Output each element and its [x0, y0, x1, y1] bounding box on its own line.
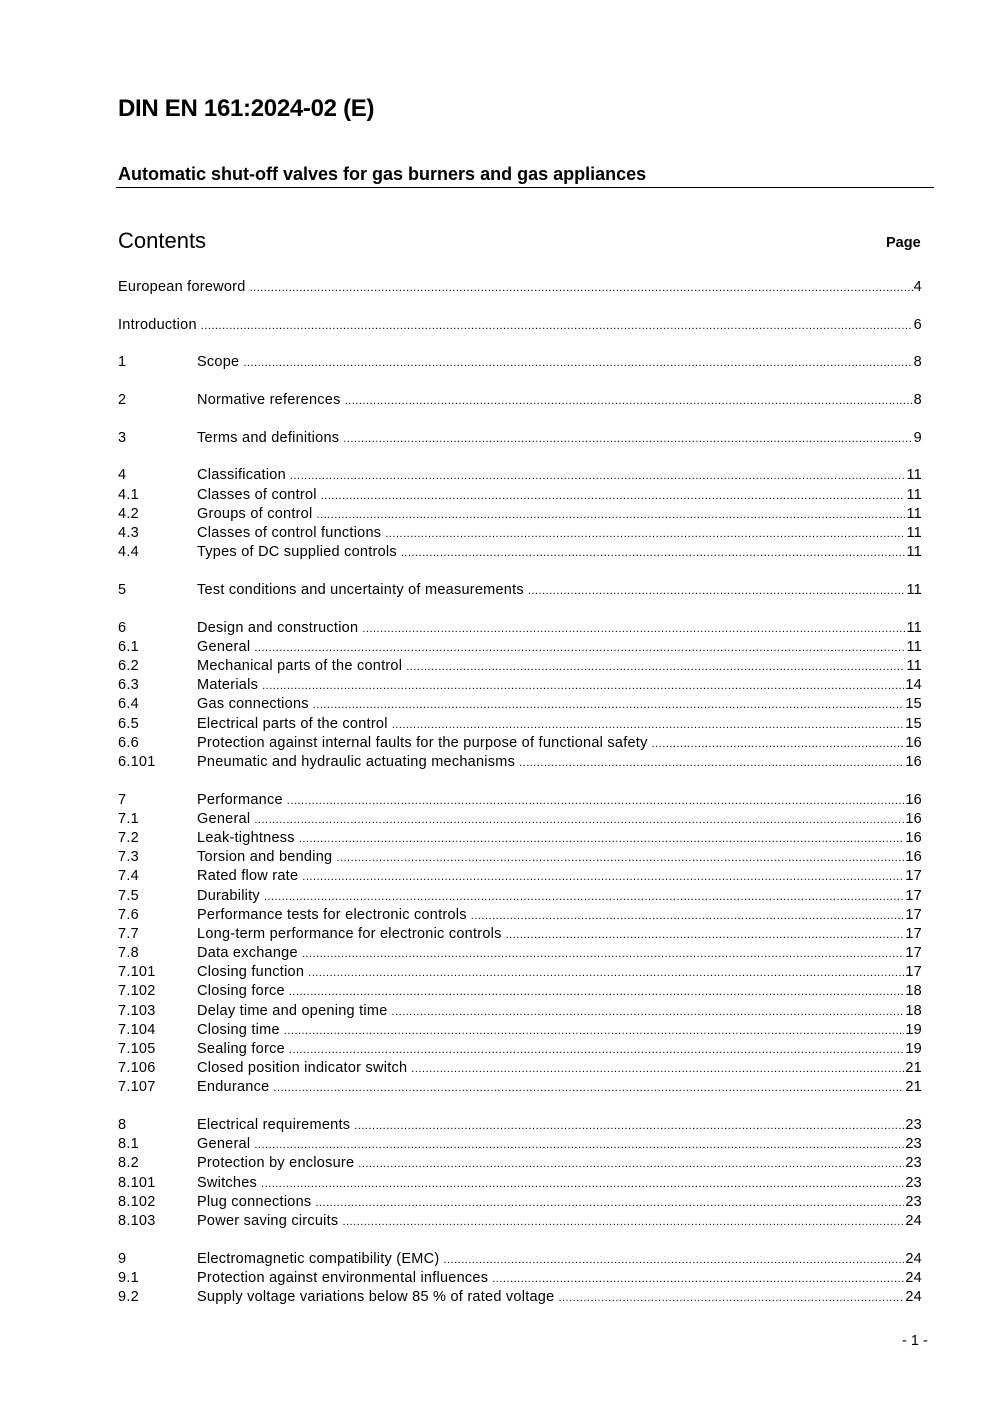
toc-entry[interactable]: [118, 1175, 922, 1194]
toc-entry-title: European foreword: [118, 279, 246, 295]
toc-entry-page: 17: [905, 906, 922, 923]
toc-entry-title: Introduction: [118, 316, 197, 333]
toc-entry-leader: [392, 716, 905, 732]
toc-entry-page: 11: [906, 467, 922, 484]
toc-entry-number: 7.7: [118, 925, 139, 942]
toc-entry-number: 8.2: [118, 1155, 139, 1172]
toc-entry-title: Closing time: [197, 1021, 280, 1038]
contents-heading: Contents: [118, 228, 207, 253]
toc-entry-title: Mechanical parts of the control: [197, 657, 403, 674]
toc-entry[interactable]: [118, 926, 922, 945]
toc-entry-title: Materials: [197, 677, 259, 694]
toc-entry-leader: [299, 830, 905, 846]
toc-entry-title: Normative references: [197, 392, 341, 409]
toc-entry-leader: [358, 1155, 904, 1171]
toc-entry-page: 6: [913, 316, 922, 333]
toc-entry[interactable]: [118, 792, 922, 811]
toc-entry-number: 7.3: [118, 849, 139, 866]
toc-entry[interactable]: [118, 1136, 922, 1155]
toc-entry[interactable]: [118, 279, 922, 298]
toc-entry-page: 17: [905, 925, 922, 942]
toc-entry-page: 23: [905, 1117, 922, 1134]
toc-entry-page: 11: [906, 657, 922, 674]
toc-entry-number: 4.3: [118, 525, 139, 541]
toc-entry-page: 16: [905, 791, 922, 808]
toc-entry-number: 7.106: [118, 1060, 156, 1077]
toc-entry[interactable]: [118, 1060, 922, 1079]
toc-entry-leader: [308, 964, 904, 980]
toc-entry-leader: [506, 926, 905, 942]
toc-entry-leader: [261, 1175, 904, 1191]
toc-entry-number: 6.4: [118, 696, 139, 713]
toc-entry-title: Long-term performance for electronic controls: [197, 925, 502, 942]
toc-entry-title: Protection against internal faults for the purpose of functional safety: [197, 734, 648, 751]
toc-entry-leader: [345, 392, 913, 408]
toc-entry-number: 7.103: [118, 1002, 156, 1019]
toc-entry[interactable]: [118, 677, 922, 696]
toc-entry-title: Design and construction: [197, 619, 359, 636]
table-of-contents: [118, 279, 922, 1308]
toc-entry-number: 6.6: [118, 734, 139, 751]
toc-entry-page: 18: [905, 983, 922, 1000]
toc-entry-number: 9.2: [118, 1289, 139, 1306]
toc-entry-number: 3: [118, 429, 127, 446]
toc-entry[interactable]: [118, 525, 922, 544]
toc-entry[interactable]: [118, 1003, 922, 1022]
toc-entry-page: 11: [906, 486, 922, 503]
toc-entry-leader: [243, 354, 912, 370]
toc-entry-title: General: [197, 1136, 251, 1153]
toc-entry-page: 24: [905, 1289, 922, 1306]
toc-entry-title: Delay time and opening time: [197, 1002, 388, 1019]
toc-entry-number: 4.4: [118, 544, 139, 561]
toc-entry-leader: [401, 544, 906, 560]
toc-entry[interactable]: [118, 467, 922, 486]
toc-entry[interactable]: [118, 1289, 922, 1308]
toc-entry-title: Closed position indicator switch: [197, 1060, 408, 1077]
toc-entry-leader: [321, 487, 906, 503]
toc-entry-page: 19: [905, 1041, 922, 1057]
toc-entry-leader: [315, 1194, 904, 1210]
toc-entry-leader: [652, 735, 905, 751]
toc-entry-leader: [302, 945, 905, 961]
toc-entry-leader: [471, 907, 905, 923]
toc-entry-title: Closing function: [197, 964, 305, 981]
toc-entry-leader: [392, 1003, 905, 1019]
toc-entry-title: Supply voltage variations below 85 % of rated voltage: [197, 1289, 555, 1306]
toc-entry-page: 16: [905, 734, 922, 751]
toc-entry[interactable]: [118, 430, 922, 449]
toc-entry-number: 7.5: [118, 887, 139, 904]
toc-entry-number: 9: [118, 1250, 127, 1267]
toc-entry[interactable]: [118, 1117, 922, 1136]
toc-entry-leader: [411, 1060, 904, 1076]
toc-entry-number: 7.102: [118, 983, 156, 1000]
toc-entry-number: 7.2: [118, 829, 139, 846]
toc-entry-title: Sealing force: [197, 1041, 285, 1057]
toc-entry-title: Protection against environmental influences: [197, 1269, 489, 1286]
toc-entry-leader: [254, 811, 904, 827]
toc-entry-title: Classification: [197, 467, 286, 484]
toc-entry-title: Groups of control: [197, 505, 313, 522]
toc-entry[interactable]: [118, 1079, 922, 1098]
toc-entry-leader: [528, 582, 906, 598]
toc-entry-leader: [313, 696, 905, 712]
toc-entry[interactable]: [118, 392, 922, 411]
toc-entry-title: General: [197, 638, 251, 655]
toc-entry[interactable]: [118, 582, 922, 601]
toc-entry-page: 17: [905, 945, 922, 962]
toc-entry-number: 7.6: [118, 906, 139, 923]
toc-entry[interactable]: [118, 716, 922, 735]
toc-entry-number: 7.4: [118, 868, 139, 885]
toc-entry-number: 6.2: [118, 657, 139, 674]
toc-entry-leader: [492, 1270, 904, 1286]
toc-entry-number: 8.1: [118, 1136, 139, 1153]
toc-entry-page: 19: [905, 1021, 922, 1038]
toc-entry-leader: [254, 1136, 904, 1152]
toc-entry-title: Rated flow rate: [197, 868, 299, 885]
toc-entry-page: 11: [906, 619, 922, 636]
toc-entry[interactable]: [118, 1270, 922, 1289]
toc-entry-number: 4: [118, 467, 127, 484]
toc-entry-page: 23: [905, 1155, 922, 1172]
toc-entry-page: 16: [905, 810, 922, 827]
toc-entry[interactable]: [118, 945, 922, 964]
toc-entry-leader: [290, 467, 906, 483]
toc-entry-page: 11: [906, 581, 922, 598]
toc-entry-title: Performance: [197, 791, 283, 808]
toc-entry[interactable]: [118, 1022, 922, 1041]
toc-entry-title: Pneumatic and hydraulic actuating mechanisms: [197, 753, 516, 770]
toc-entry[interactable]: [118, 658, 922, 677]
toc-entry-leader: [336, 849, 904, 865]
toc-entry-page: 11: [906, 638, 922, 655]
document-title: DIN EN 161:2024-02 (E): [118, 95, 375, 122]
toc-entry-leader: [385, 525, 905, 541]
toc-entry[interactable]: [118, 754, 922, 773]
toc-entry-leader: [289, 1041, 904, 1057]
toc-entry[interactable]: [118, 907, 922, 926]
toc-entry-page: 14: [905, 677, 922, 694]
toc-entry-title: Classes of control: [197, 486, 317, 503]
toc-entry-page: 21: [905, 1079, 922, 1096]
toc-entry-title: Power saving circuits: [197, 1213, 339, 1229]
toc-entry[interactable]: [118, 696, 922, 715]
title-rule: [116, 187, 934, 188]
toc-entry[interactable]: [118, 639, 922, 658]
toc-entry-leader: [354, 1117, 904, 1133]
toc-entry[interactable]: [118, 964, 922, 983]
toc-entry-number: 9.1: [118, 1269, 139, 1286]
toc-entry-leader: [342, 1213, 904, 1229]
toc-entry-page: 8: [913, 392, 922, 409]
toc-entry-page: 18: [905, 1002, 922, 1019]
toc-entry-title: Data exchange: [197, 945, 298, 962]
toc-entry-page: 24: [905, 1269, 922, 1286]
toc-entry-title: Gas connections: [197, 696, 309, 713]
toc-entry-page: 16: [905, 849, 922, 866]
toc-entry[interactable]: [118, 1194, 922, 1213]
toc-entry-leader: [273, 1079, 904, 1095]
toc-entry-page: 23: [905, 1174, 922, 1191]
toc-entry[interactable]: [118, 983, 922, 1002]
toc-entry-page: 11: [906, 544, 922, 561]
toc-entry-page: 23: [905, 1136, 922, 1153]
toc-entry-number: 6.101: [118, 753, 156, 770]
toc-entry-leader: [316, 506, 905, 522]
toc-entry[interactable]: [118, 849, 922, 868]
toc-entry-page: 15: [905, 696, 922, 713]
toc-entry-number: 4.1: [118, 486, 139, 503]
toc-entry[interactable]: [118, 317, 922, 336]
toc-entry-leader: [558, 1289, 904, 1305]
toc-entry-title: Endurance: [197, 1079, 270, 1096]
toc-entry-leader: [284, 1022, 905, 1038]
toc-entry-leader: [262, 677, 904, 693]
toc-entry-leader: [302, 868, 904, 884]
toc-entry-number: 7.105: [118, 1041, 156, 1057]
document-subtitle: Automatic shut-off valves for gas burners and gas appliances: [118, 164, 647, 184]
toc-entry-title: Electrical parts of the control: [197, 715, 388, 732]
toc-entry-leader: [289, 983, 904, 999]
toc-entry-number: 7.8: [118, 945, 139, 962]
toc-entry-title: Scope: [197, 354, 240, 371]
page-column-label: Page: [886, 235, 921, 251]
toc-entry-leader: [519, 754, 904, 770]
toc-entry-page: 9: [913, 429, 922, 446]
toc-entry-number: 6: [118, 619, 127, 636]
toc-entry-title: Performance tests for electronic controls: [197, 906, 467, 923]
toc-entry-page: 11: [906, 525, 922, 541]
toc-entry[interactable]: [118, 888, 922, 907]
toc-entry-page: 17: [905, 964, 922, 981]
toc-entry[interactable]: [118, 506, 922, 525]
toc-entry-number: 7.1: [118, 810, 139, 827]
toc-entry-title: Types of DC supplied controls: [197, 544, 397, 561]
toc-entry-title: Torsion and bending: [197, 849, 333, 866]
toc-entry-title: Closing force: [197, 983, 285, 1000]
toc-entry[interactable]: [118, 868, 922, 887]
toc-entry-title: General: [197, 810, 251, 827]
toc-entry-number: 4.2: [118, 505, 139, 522]
toc-entry[interactable]: [118, 487, 922, 506]
toc-entry-number: 2: [118, 392, 127, 409]
toc-entry-number: 7.101: [118, 964, 156, 981]
toc-entry-leader: [250, 279, 913, 295]
toc-entry-page: 17: [905, 868, 922, 885]
toc-entry-title: Test conditions and uncertainty of measurements: [197, 581, 524, 598]
toc-entry-leader: [254, 639, 905, 655]
page-number: - 1 -: [902, 1333, 928, 1349]
toc-entry-page: 4: [913, 279, 922, 295]
toc-entry-number: 8.101: [118, 1174, 156, 1191]
toc-entry-number: 6.3: [118, 677, 139, 694]
toc-entry-title: Classes of control functions: [197, 525, 382, 541]
toc-entry-page: 24: [905, 1250, 922, 1267]
toc-entry-leader: [406, 658, 905, 674]
toc-entry-title: Durability: [197, 887, 260, 904]
toc-entry-number: 7.104: [118, 1021, 156, 1038]
toc-entry-leader: [362, 620, 905, 636]
toc-entry[interactable]: [118, 735, 922, 754]
toc-entry[interactable]: [118, 1251, 922, 1270]
toc-entry-leader: [287, 792, 905, 808]
toc-entry[interactable]: [118, 354, 922, 373]
toc-entry-number: 7: [118, 791, 127, 808]
toc-entry[interactable]: [118, 620, 922, 639]
toc-entry-page: 11: [906, 505, 922, 522]
toc-entry-page: 16: [905, 829, 922, 846]
toc-entry-page: 8: [913, 354, 922, 371]
toc-entry-title: Electrical requirements: [197, 1117, 351, 1134]
toc-entry-number: 6.1: [118, 638, 139, 655]
toc-entry-page: 24: [905, 1213, 922, 1229]
toc-entry-page: 21: [905, 1060, 922, 1077]
toc-entry-page: 16: [905, 753, 922, 770]
toc-entry-number: 6.5: [118, 715, 139, 732]
toc-entry-number: 7.107: [118, 1079, 156, 1096]
toc-entry-title: Switches: [197, 1174, 258, 1191]
toc-entry-title: Leak-tightness: [197, 829, 295, 846]
toc-entry[interactable]: [118, 1155, 922, 1174]
toc-entry[interactable]: [118, 830, 922, 849]
toc-entry-number: 5: [118, 581, 127, 598]
toc-entry[interactable]: [118, 1213, 922, 1232]
toc-entry-number: 8.103: [118, 1213, 156, 1229]
toc-entry[interactable]: [118, 1041, 922, 1060]
toc-entry-title: Terms and definitions: [197, 429, 340, 446]
toc-entry-page: 23: [905, 1193, 922, 1210]
toc-entry-leader: [201, 317, 913, 333]
toc-entry-number: 8: [118, 1117, 127, 1134]
toc-entry-number: 8.102: [118, 1193, 156, 1210]
toc-entry[interactable]: [118, 544, 922, 563]
toc-entry-page: 15: [905, 715, 922, 732]
toc-entry-title: Protection by enclosure: [197, 1155, 355, 1172]
toc-entry-leader: [264, 888, 904, 904]
toc-entry-title: Electromagnetic compatibility (EMC): [197, 1250, 440, 1267]
toc-entry[interactable]: [118, 811, 922, 830]
toc-entry-leader: [343, 430, 912, 446]
toc-entry-page: 17: [905, 887, 922, 904]
toc-entry-title: Plug connections: [197, 1193, 312, 1210]
toc-entry-number: 1: [118, 354, 127, 371]
toc-entry-leader: [443, 1251, 904, 1267]
